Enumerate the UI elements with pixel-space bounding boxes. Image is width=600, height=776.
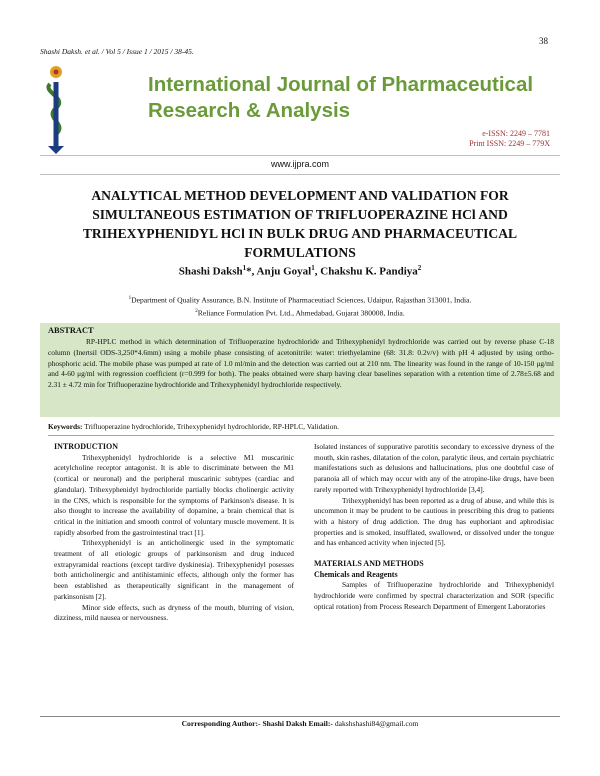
keywords-text: Trifluoperazine hydrochloride, Trihexyphenidyl hydrochloride, RP-HPLC, Validation. (84, 422, 339, 431)
page-number: 38 (539, 36, 548, 46)
abstract-heading: ABSTRACT (48, 326, 94, 335)
website-link[interactable]: www.ijpra.com (270, 159, 329, 169)
author-sep: *, (246, 265, 257, 278)
keywords-line (48, 422, 554, 436)
journal-logo-icon (40, 62, 72, 154)
section-heading: MATERIALS AND METHODS (314, 559, 424, 569)
author-sep: , (314, 265, 321, 278)
website-bar (40, 155, 560, 175)
author-affil-sup: 1 (242, 264, 247, 272)
print-issn: Print ISSN: 2249 – 779X (469, 139, 550, 148)
affiliations (40, 293, 560, 318)
section-heading: INTRODUCTION (54, 442, 119, 451)
keywords-label: Keywords: (48, 422, 83, 431)
paragraph: Minor side effects, such as dryness of the mouth, blurring of vision, dizziness, mild nausea or nervousness. (54, 602, 294, 623)
affiliation: $^2$Reliance Formulation Pvt. Ltd., Ahmedabad, Gujarat 380008, India. (195, 308, 405, 318)
footer-divider (40, 716, 560, 717)
paragraph: Isolated instances of suppurative parotitis secondary to excessive dryness of the mouth, skin rashes, dilatation of the colon, paralytic ileus, and certain psychiatric manifestations such as delusions and hallucinations, plus one doubtful case of paranoia all of which may occur with any of the atropine-like drugs, have been rarely reported with Trihexyphenidyl hydrochloride [3,4]. (314, 442, 554, 494)
author-email[interactable]: dakshshashi84@gmail.com (334, 719, 419, 728)
abstract-text: RP-HPLC method in which determination of Trifluoperazine hydrochloride and Trihexyphenidyl hydrochloride was carried out by reverse phase C-18 column (Inertsil ODS-3,250*4.6mm) using a mobile phase consisting of acetonitrile: water: triethyelamine (68: 31.8: 0.2v/v) with pH 4 adjusted by using ortho-phosphoric acid. The mobile phase was pumped at rate of 1.0 ml/min and the detection was carried out at 210 nm. The linearity was found in the range of 10-150 μg/ml and 4-60 μg/ml with regression coefficient (r=0.999 for both). The peaks obtained were sharp having clear baselines separation with a retention time of 2.78±5.68 and 2.31 ± 4.72 min for Trifluoperazine hydrochloride and Trihexyphenidyl hydrochloride respectively. (48, 337, 554, 390)
body-column-right (314, 442, 554, 613)
journal-title: International Journal of Pharmaceutical Research & Analysis (148, 73, 534, 122)
paper-title: ANALYTICAL METHOD DEVELOPMENT AND VALIDATION FOR SIMULTANEOUS ESTIMATION OF TRIFLUOPERAZINE HCl AND TRIHEXYPHENIDYL HCl IN BULK DRUG AND PHARMACEUTICAL FORMULATIONS (82, 188, 518, 260)
footer-label: Corresponding Author:- Shashi Daksh Email:- (181, 719, 333, 728)
paragraph: Trihexyphenidyl has been reported as a drug of abuse, and while this is uncommon it may be prudent to be cautious in prescribing this drug to patients with a history of drug addiction. The drug has euphoriant and aphrodisiac properties and is smoked, insufflated, swallowed, or dissolved under the tongue and has enhanced activity when injected [5]. (314, 495, 554, 548)
author-name: Anju Goyal (256, 265, 312, 278)
author-list (40, 264, 560, 278)
subsection-heading: Chemicals and Reagents (314, 569, 398, 579)
paragraph: Samples of Trifluoperazine hydrochloride and Trihexyphenidyl hydrochloride were confirmed by spectral characterization and SOR (specific optical rotation) from Process Research Department of Emergent Laboratories (314, 580, 554, 611)
corresponding-author (40, 719, 560, 728)
spacer (314, 549, 554, 559)
paragraph: Trihexyphenidyl is an anticholinergic used in the symptomatic treatment of all etiologic groups of parkinsonism and drug induced extrapyramidal reactions (except tardive dyskinesia). Trihexyphenidyl posesses both anticholinergic and antihistaminic effects, although only the former has been established as therapeutically significant in the management of parkinsonism [2]. (54, 538, 294, 601)
citation-line: Shashi Daksh. et al. / Vol 5 / Issue 1 / 2015 / 38-45. (40, 47, 194, 56)
author-name: Shashi Daksh (178, 265, 243, 278)
paragraph: Trihexyphenidyl hydrochloride is a selective M1 muscarinic acetylcholine receptor antagonist. It is able to discriminate between the M1 (cortical or neuronal) and the peripheral muscarinic subtypes (cardiac and glandular). Trihexyphenidyl hydrochloride partially blocks cholinergic activity in the CNS, which is responsible for the symptoms of Parkinson's disease. It is also thought to increase the availability of dopamine, a brain chemical that is critical in the initiation and smooth control of voluntary muscle movement. It is rapidly absorbed from the gastrointestinal tract [1]. (54, 452, 294, 537)
eissn: e-ISSN: 2249 – 7781 (482, 129, 550, 138)
author-name: Chakshu K. Pandiya (320, 265, 418, 278)
body-column-left (54, 442, 294, 624)
author-affil-sup: 1 (311, 264, 315, 272)
issn-block (469, 129, 550, 149)
affiliation: $^1$Department of Quality Assurance, B.N. Institute of Pharmaceutiacl Sciences, Udaipur, Rajasthan 313001, India. (128, 295, 472, 305)
author-affil-sup: 2 (417, 264, 422, 272)
